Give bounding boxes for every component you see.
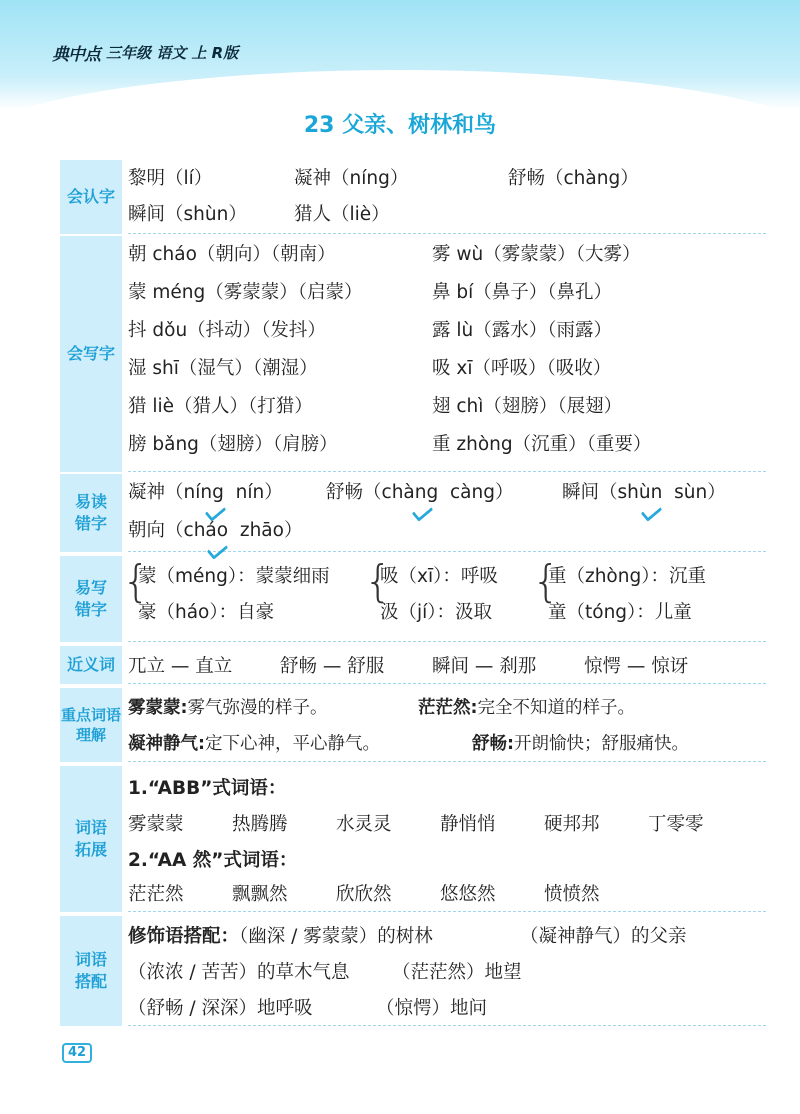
book-brand xyxy=(52,40,238,65)
brace-icon: { xyxy=(532,556,560,607)
section-label-text: 重点词语理解 xyxy=(60,705,121,744)
wrong-pinyin: càng xyxy=(450,482,495,503)
misread-word: 瞬间 xyxy=(562,482,600,503)
subheading: 2.“AA 然”式词语： xyxy=(128,850,298,871)
correct-pinyin: cháo xyxy=(183,520,229,541)
section-yiducuozi xyxy=(60,474,766,552)
wrong-pinyin: nín xyxy=(235,482,265,503)
synonym-pair: 兀立 — 直立 xyxy=(128,656,233,677)
section-body xyxy=(128,160,766,234)
confusable-item: 汲（jí）：汲取 xyxy=(380,602,493,623)
definition: 定下心神，平心静气。 xyxy=(205,734,380,754)
confusable-item: 童（tóng）：儿童 xyxy=(548,602,692,623)
definition: 雾气弥漫的样子。 xyxy=(187,698,328,718)
brand-logo: 典中点 xyxy=(52,45,100,65)
synonym-pair: 瞬间 — 刹那 xyxy=(432,656,537,677)
section-label-text: 词语拓展 xyxy=(74,818,107,859)
definition-item xyxy=(418,694,635,719)
collocation: （舒畅 / 深深）地呼吸 xyxy=(128,998,313,1019)
word-item: 膀 bǎng（翅膀）（肩膀） xyxy=(128,434,338,455)
collocation: （浓浓 / 苦苦）的草木气息 xyxy=(128,962,350,983)
lesson-title: 23 父亲、树林和鸟 xyxy=(303,113,497,138)
word-item: 翅 chì（翅膀）（展翅） xyxy=(432,396,623,417)
section-label xyxy=(60,916,122,1026)
section-label: 会认字 xyxy=(60,160,122,234)
correct-pinyin: shùn xyxy=(617,482,663,503)
word-item: 抖 dǒu（抖动）（发抖） xyxy=(128,320,326,341)
page-number: 42 xyxy=(62,1043,92,1063)
collocation-line xyxy=(128,922,433,948)
collocation: （凝神静气）的父亲 xyxy=(520,926,687,947)
wrong-pinyin: sùn xyxy=(674,482,708,503)
word-item: 猎人（liè） xyxy=(294,204,390,225)
subheading: 1.“ABB”式词语： xyxy=(128,778,287,799)
correct-pinyin: chàng xyxy=(381,482,439,503)
synonym-pair: 舒畅 — 舒服 xyxy=(280,656,385,677)
misread-item: 凝神（níng nín） xyxy=(128,482,283,503)
definition-item xyxy=(128,694,328,719)
section-body xyxy=(128,916,766,1026)
section-label: 会写字 xyxy=(60,236,122,472)
section-body xyxy=(128,766,766,912)
word-item: 雾 wù（雾蒙蒙）（大雾） xyxy=(432,244,641,265)
misread-word: 凝神 xyxy=(128,482,166,503)
section-body xyxy=(122,556,766,642)
synonym-pair: 惊愕 — 惊讶 xyxy=(584,656,689,677)
section-jinyici xyxy=(60,646,766,684)
section-label-text: 易读错字 xyxy=(74,492,107,533)
confusable-item: 吸（xī）：呼吸 xyxy=(380,566,498,587)
section-body xyxy=(128,688,766,762)
definition-item xyxy=(472,730,689,755)
section-body xyxy=(128,474,766,552)
section-label-text: 易写错字 xyxy=(74,578,107,619)
misread-word: 朝向 xyxy=(128,520,166,541)
section-dapei xyxy=(60,916,766,1026)
term: 雾蒙蒙: xyxy=(128,698,188,718)
word-item: 悠悠然 xyxy=(440,884,496,905)
collocation: （幽深 / 雾蒙蒙）的树林 xyxy=(239,926,433,947)
collocation-lead: 修饰语搭配： xyxy=(128,926,240,947)
section-yixiecuozi xyxy=(60,556,766,642)
section-label xyxy=(60,688,122,762)
brand-subtitle: 三年级 语文 上 R版 xyxy=(106,44,239,62)
word-item: 愤愤然 xyxy=(544,884,600,905)
word-item: 飘飘然 xyxy=(232,884,288,905)
section-lijie xyxy=(60,688,766,762)
misread-item: 舒畅（chàng càng） xyxy=(326,482,514,503)
section-tuozhan xyxy=(60,766,766,912)
misread-word: 舒畅 xyxy=(326,482,364,503)
collocation: （茫茫然）地望 xyxy=(392,962,522,983)
word-item: 鼻 bí（鼻子）（鼻孔） xyxy=(432,282,613,303)
word-item: 朝 cháo（朝向）（朝南） xyxy=(128,244,336,265)
word-item: 黎明（lí） xyxy=(128,168,213,189)
word-item: 露 lù（露水）（雨露） xyxy=(432,320,612,341)
word-item: 欣欣然 xyxy=(336,884,392,905)
misread-item: 瞬间（shùn sùn） xyxy=(562,482,726,503)
section-body xyxy=(128,236,766,472)
confusable-item: 豪（háo）：自豪 xyxy=(138,602,275,623)
section-label xyxy=(60,474,122,552)
word-item: 湿 shī（湿气）（潮湿） xyxy=(128,358,318,379)
definition-item xyxy=(128,730,380,755)
definition: 开朗愉快；舒服痛快。 xyxy=(514,734,689,754)
collocation: （惊愕）地问 xyxy=(376,998,488,1019)
word-item: 热腾腾 xyxy=(232,814,288,835)
section-body xyxy=(128,646,766,684)
term: 舒畅: xyxy=(472,734,514,754)
section-label xyxy=(60,556,122,642)
correct-pinyin: níng xyxy=(183,482,224,503)
word-item: 舒畅（chàng） xyxy=(508,168,639,189)
word-item: 静悄悄 xyxy=(440,814,496,835)
word-item: 凝神（níng） xyxy=(294,168,409,189)
word-item: 硬邦邦 xyxy=(544,814,600,835)
word-item: 重 zhòng（沉重）（重要） xyxy=(432,434,652,455)
brace-icon: { xyxy=(364,556,392,607)
definition: 完全不知道的样子。 xyxy=(477,698,635,718)
section-huirenzi xyxy=(60,160,766,234)
section-label xyxy=(60,766,122,912)
misread-item: 朝向（cháo zhāo） xyxy=(128,520,303,541)
word-item: 水灵灵 xyxy=(336,814,392,835)
word-item: 丁零零 xyxy=(648,814,704,835)
section-huixiezi xyxy=(60,236,766,472)
confusable-item: 蒙（méng）：蒙蒙细雨 xyxy=(138,566,330,587)
section-label-text: 词语搭配 xyxy=(74,950,107,991)
term: 凝神静气: xyxy=(128,734,205,754)
confusable-item: 重（zhòng）：沉重 xyxy=(548,566,706,587)
word-item: 茫茫然 xyxy=(128,884,184,905)
word-item: 猎 liè（猎人）（打猎） xyxy=(128,396,313,417)
wrong-pinyin: zhāo xyxy=(239,520,284,541)
word-item: 雾蒙蒙 xyxy=(128,814,184,835)
word-item: 蒙 méng（雾蒙蒙）（启蒙） xyxy=(128,282,363,303)
word-item: 吸 xī（呼吸）（吸收） xyxy=(432,358,612,379)
word-item: 瞬间（shùn） xyxy=(128,204,247,225)
brace-icon: { xyxy=(122,556,150,607)
term: 茫茫然: xyxy=(418,698,478,718)
section-label: 近义词 xyxy=(60,646,122,684)
